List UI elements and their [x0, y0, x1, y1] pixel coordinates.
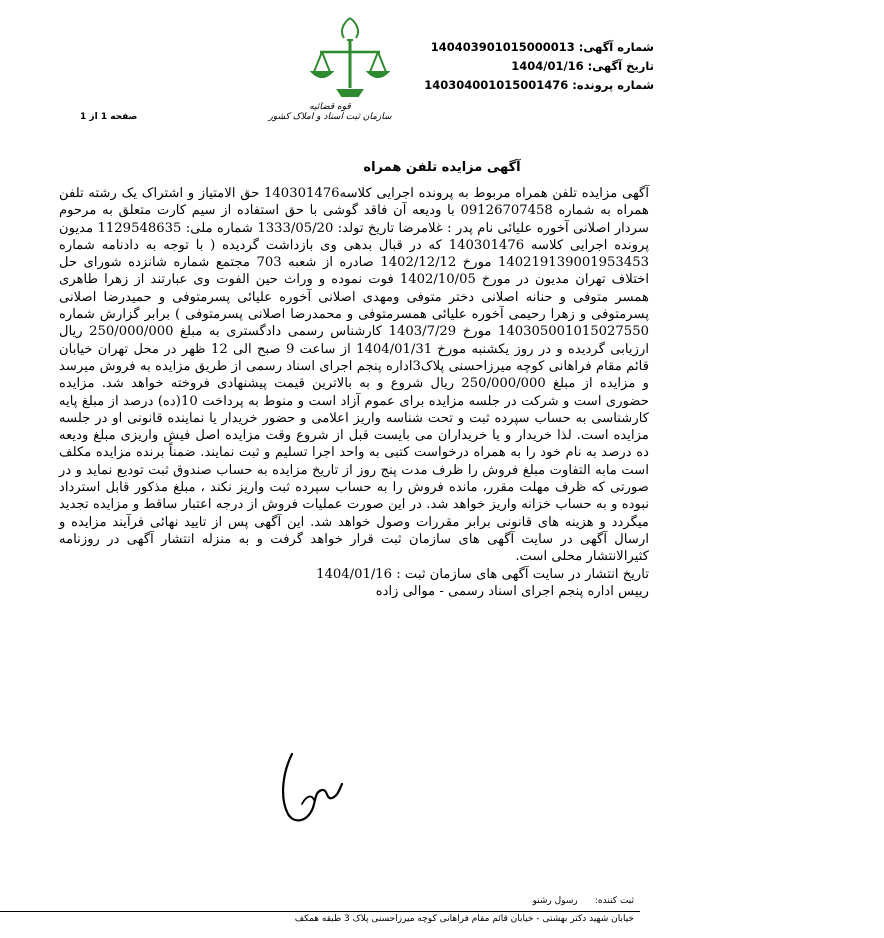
page-number: صفحه 1 از 1 [80, 112, 138, 122]
signature-icon [262, 744, 352, 834]
footer-divider [0, 911, 640, 912]
case-number-label: شماره پرونده: [572, 78, 654, 92]
ad-date-label: تاریخ آگهی: [587, 59, 654, 73]
ad-number-row [394, 38, 654, 57]
notice-paragraph: آگهی مزایده تلفن همراه مربوط به پرونده اجرایی کلاسه140301476 حق الامتیاز و اشتراک یک رشته تلفن همراه به شماره 09126707458 با ودیعه آن فاقد گوشی با حق استفاده از سیم کارت متعلق به مرحوم سردار اصلانی آخوره علیائی نام پدر : غلامرضا تاریخ تولد: 1333/05/20 شماره ملی: 1129548635 مدیون پرونده اجرایی کلاسه 140301476 که در قبال بدهی وی بازداشت گردیده ( با توجه به دادنامه شماره 140219139001953453 مورخ 1402/12/12 صادره از شعبه 703 مجتمع شماره شانزده شورای حل اختلاف تهران مدیون در مورخ 1402/10/05 فوت نموده و وراث حین الفوت وی عبارتند از زهرا طاهری همسر متوفی و حنانه اصلانی دختر متوفی ومهدی اصلانی آخوره علیائی پسرمتوفی و حمیدرضا اصلانی پسرمتوفی و زهرا رحیمی آخوره علیائی همسرمتوفی و محمدرضا اصلانی پسرمتوفی ) برابر گزارش شماره 140305001015027550 مورخ 1403/7/29 کارشناس رسمی دادگستری به مبلغ 250/000/000 ریال ارزیابی گردیده و در روز یکشنبه مورخ 1404/01/31 از ساعت 9 صبح الی 12 ظهر در محل تهران خیابان قائم مقام فراهانی کوچه میرزاحسنی پلاک3اداره پنجم اجرای اسناد رسمی از طریق مزایده به فروش میرسد و مزایده از مبلغ 250/000/000 ریال شروع و به بالاترین قیمت پیشنهادی فروخته خواهد شد. مزایده حضوری است و شرکت در جلسه مزایده برای عموم آزاد است و منوط به پرداخت 10(ده) درصد از مبلغ پایه کارشناسی به حساب سپرده ثبت و تحت شناسه واریز اعلامی و حضور خریدار یا نماینده قانونی او در جلسه مزایده است. لذا خریدار و یا خریداران می بایست قبل از شروع وقت مزایده اصل فیش واریزی مبلغ ودیعه ده درصد به نام خود را به همراه درخواست کتبی به واحد اجرا تسلیم و ثبت نمایند. ضمناً برنده مزایده مکلف است مابه التفاوت مبلغ فروش را ظرف مدت پنج روز از تاریخ مزایده به حساب صندوق ثبت تودیع نماید و در صورتی که ظرف مهلت مقرر، مانده فروش را به حساب سپرده ثبت واریز نکند ، مبلغ مذکور قابل استرداد نبوده و به حساب خزانه واریز خواهد شد. در این صورت عملیات فروش از درجه اعتبار ساقط و مزایده تجدید میگردد و هزینه های قانونی برابر مقررات وصول خواهد شد. این آگهی پس از تایید نهائی فرآیند مزایده و ارسال آگهی در سایت آگهی های سازمان ثبت قرار خواهد گرفت و به منزله انتشار آگهی در روزنامه کثیرالانتشار محلی است. [59, 186, 650, 565]
page-title: آگهی مزایده تلفن همراه [363, 160, 521, 175]
case-number-value: 140304001015001476 [424, 78, 569, 92]
ad-number-value: 140403901015000013 [430, 40, 575, 54]
emblem-caption-org: سازمان ثبت اسناد و املاک کشور [268, 112, 392, 122]
footer-address: خیابان شهید دکتر بهشتی - خیابان قائم مقام فراهانی کوچه میرزاحسنی پلاک 3 طبقه همکف [294, 914, 634, 924]
registered-by [533, 896, 634, 906]
case-number-row [394, 76, 654, 95]
signatory-line: رییس اداره پنجم اجرای اسناد رسمی - موالی زاده [375, 583, 649, 599]
notice-body [59, 185, 649, 600]
sender-label: ثبت کننده: [594, 896, 634, 906]
sender-name: رسول رشنو [532, 896, 578, 906]
emblem-caption-judiciary: قوه قضائیه [309, 102, 351, 112]
ad-date-row [394, 57, 654, 76]
ad-metadata [394, 38, 654, 95]
ad-number-label: شماره آگهی: [578, 40, 654, 54]
publish-date-line: تاریخ انتشار در سایت آگهی های سازمان ثبت : 1404/01/16 [316, 566, 649, 582]
emblem-caption [255, 102, 405, 122]
ad-date-value: 1404/01/16 [511, 59, 584, 73]
